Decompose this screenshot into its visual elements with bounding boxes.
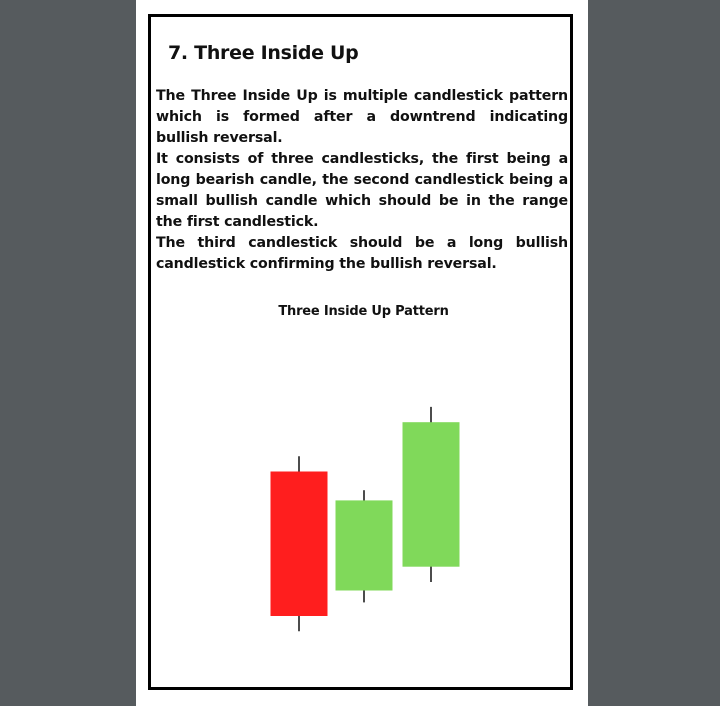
paragraph-intro: The Three Inside Up is multiple candlestick pattern which is formed after a downtrend indicating bullish reversal. [156,88,568,146]
candlestick-chart [151,317,576,637]
paragraph-confirmation: The third candlestick should be a long bullish candlestick confirming the bullish reversal. [156,235,568,272]
body-text [156,86,568,275]
candle-body-1-bearish [271,472,328,617]
candle-body-2-bullish [336,500,393,590]
chart-title: Three Inside Up Pattern [278,304,449,319]
paragraph-composition: It consists of three candlesticks, the first being a long bearish candle, the second candlestick being a small bullish candle which should be in the range the first candlestick. [156,151,568,230]
candle-body-3-bullish [403,422,460,567]
section-heading: 7. Three Inside Up [168,42,359,64]
document-frame [148,14,573,690]
